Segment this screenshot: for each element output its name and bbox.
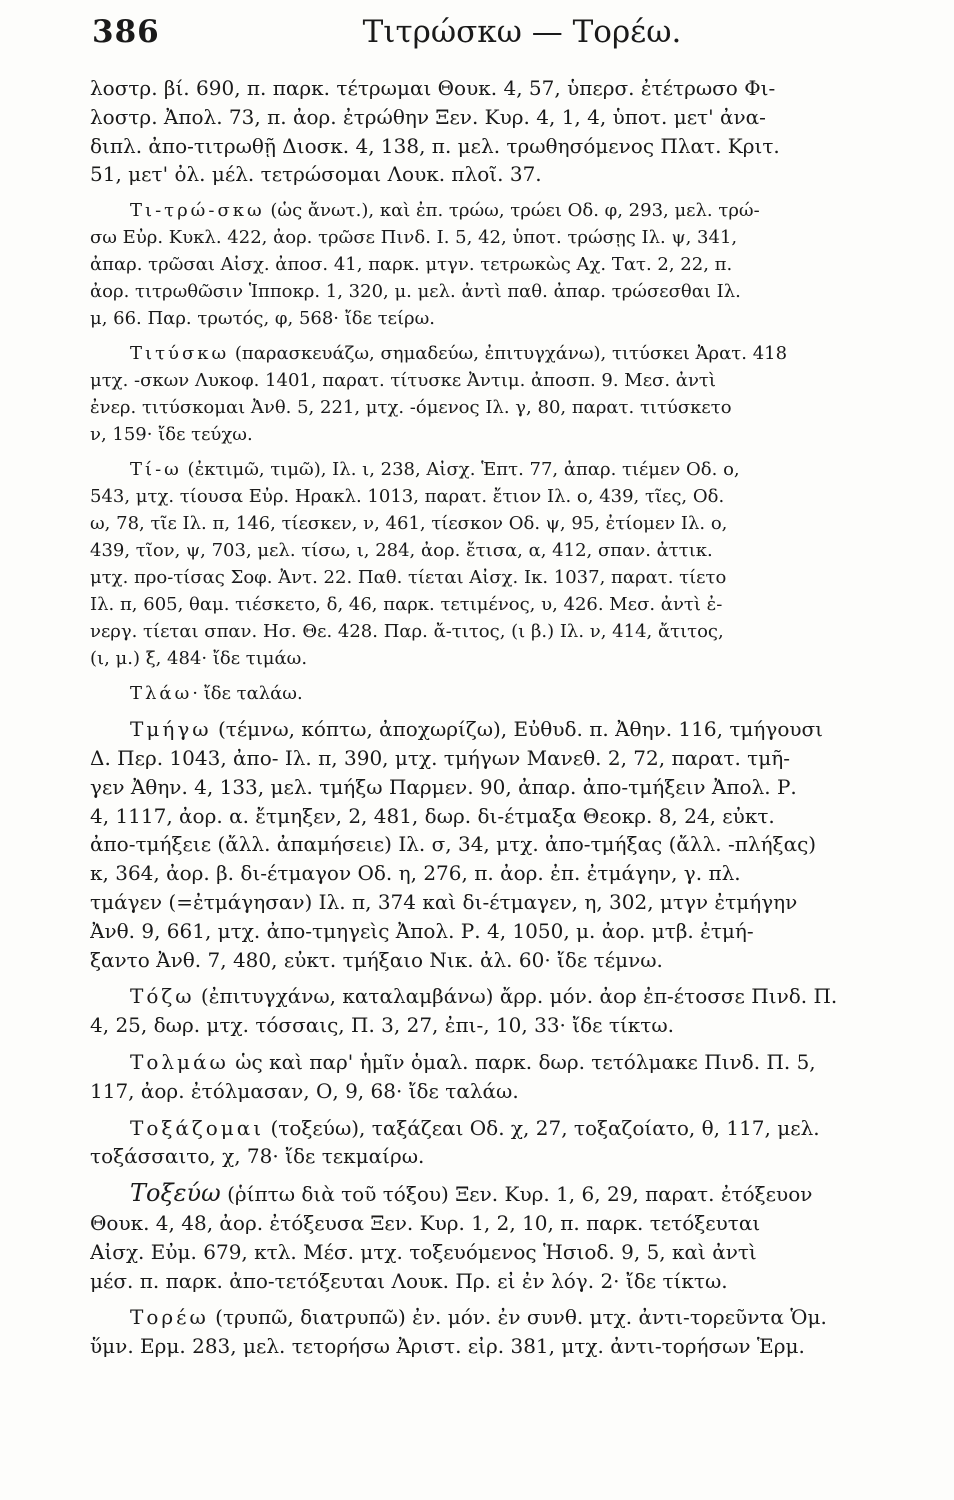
entry-first-line <box>90 680 890 707</box>
dictionary-entry <box>90 456 890 672</box>
entry-line: (παρασκευάζω, σημαδεύω, ἐπιτυγχάνω), τιτύσκει Ἀρατ. 418 <box>229 343 788 365</box>
dictionary-entry <box>90 1179 890 1295</box>
entry-lemma: Τιτύσκω <box>130 343 230 365</box>
entry-line: ἀπαρ. τρῶσαι Αἰσχ. ἀποσ. 41, παρκ. μτγν. τετρωκὼς Αχ. Τατ. 2, 22, π. <box>90 254 733 276</box>
entry-line: Θουκ. 4, 48, ἀορ. ἐτόξευσα Ξεν. Κυρ. 1, 2, 10, π. παρκ. τετόξευται <box>90 1210 761 1235</box>
entry-line: 4, 25, δωρ. μτχ. τόσσαις, Π. 3, 27, ἐπι-, 10, 33· ἴδε τίκτω. <box>90 1013 675 1038</box>
entry-lemma: Τόζω <box>130 984 195 1009</box>
entry-lemma: Τλάω <box>130 683 193 705</box>
dictionary-body <box>90 74 890 1369</box>
page-header <box>92 14 892 62</box>
entry-line: τμάγεν (=ἐτμάγησαν) Ιλ. π, 374 καὶ δι-έτμαγεν, η, 302, μτγν ἐτμήγην <box>90 889 798 914</box>
entry-line: · ἴδε ταλάω. <box>192 683 303 705</box>
dictionary-entry <box>90 197 890 332</box>
entry-first-line <box>90 1048 890 1077</box>
entry-line: μ, 66. Παρ. τρωτός, φ, 568· ἴδε τείρω. <box>90 308 436 330</box>
entry-line: 4, 1117, ἀορ. α. ἔτμηξεν, 2, 481, δωρ. δι-έτμαξα Θεοκρ. 8, 24, εὐκτ. <box>90 803 775 828</box>
entry-lemma: Τορέω <box>130 1305 209 1330</box>
dictionary-entry <box>90 1114 890 1172</box>
entry-first-line <box>90 1114 890 1143</box>
entry-line: (τρυπῶ, διατρυπῶ) ἐν. μόν. ἐν συνθ. μτχ. ἀντι-τορεῦντα Ὁμ. <box>208 1305 827 1330</box>
entry-lemma: Τοξάζομαι <box>130 1115 265 1140</box>
running-head: Τιτρώσκω — Τορέω. <box>362 14 682 50</box>
dictionary-entry <box>90 340 890 448</box>
entry-line: ὡς καὶ παρ' ἡμῖν ὁμαλ. παρκ. δωρ. τετόλμακε Πινδ. Π. 5, <box>228 1049 816 1074</box>
entry-first-line <box>90 456 890 483</box>
entry-line: λοστρ. Ἀπολ. 73, π. ἀορ. ἐτρώθην Ξεν. Κυρ. 4, 1, 4, ὑποτ. μετ' ἀνα- <box>90 104 766 129</box>
dictionary-entry <box>90 74 890 189</box>
entry-line: (ἐκτιμῶ, τιμῶ), Ιλ. ι, 238, Αἰσχ. Ἑπτ. 77, ἀπαρ. τιέμεν Οδ. ο, <box>181 459 740 481</box>
page-number: 386 <box>92 14 160 50</box>
entry-line: 51, μετ' ὀλ. μέλ. τετρώσομαι Λουκ. πλοῖ. 37. <box>90 162 542 187</box>
entry-line: σω Εὐρ. Κυκλ. 422, ἀορ. τρῶσε Πινδ. Ι. 5, 42, ὑποτ. τρώσῃς Ιλ. ψ, 341, <box>90 227 738 249</box>
entry-line: ἐνερ. τιτύσκομαι Ἀνθ. 5, 221, μτχ. -όμενος Ιλ. γ, 80, παρατ. τιτύσκετο <box>90 397 732 419</box>
entry-line: 117, ἀορ. ἐτόλμασαν, Ο, 9, 68· ἴδε ταλάω. <box>90 1078 519 1103</box>
entry-line: ν, 159· ἴδε τεύχω. <box>90 424 253 446</box>
entry-first-line <box>90 982 890 1011</box>
entry-line: (τέμνω, κόπτω, ἀποχωρίζω), Εὐθυδ. π. Ἀθην. 116, τμήγουσι <box>211 717 824 742</box>
entry-first-line <box>90 1303 890 1332</box>
entry-line: μτχ. -σκων Λυκοφ. 1401, παρατ. τίτυσκε Ἀντιμ. ἀποσπ. 9. Μεσ. ἀντὶ <box>90 370 716 392</box>
entry-first-line <box>90 1179 890 1209</box>
entry-line: λοστρ. βί. 690, π. παρκ. τέτρωμαι Θουκ. 4, 57, ὑπερσ. ἐτέτρωσο Φι- <box>90 76 776 100</box>
dictionary-entry <box>90 680 890 707</box>
entry-line: Δ. Περ. 1043, ἀπο- Ιλ. π, 390, μτχ. τμήγων Μανεθ. 2, 72, παρατ. τμῆ- <box>90 745 790 770</box>
entry-line: νεργ. τίεται σπαν. Ησ. Θε. 428. Παρ. ἄ-τιτος, (ι β.) Ιλ. ν, 414, ἄτιτος, <box>90 621 724 643</box>
entry-line: (τοξεύω), ταξάζεαι Οδ. χ, 27, τοξαζοίατο, θ, 117, μελ. <box>264 1115 820 1140</box>
entry-line: διπλ. ἀπο-τιτρωθῇ Διοσκ. 4, 138, π. μελ. τρωθησόμενος Πλατ. Κριτ. <box>90 133 780 158</box>
entry-first-line <box>90 340 890 367</box>
entry-line: (ἐπιτυγχάνω, καταλαμβάνω) ἄρρ. μόν. ἀορ ἐπ-έτοσσε Πινδ. Π. <box>194 984 838 1009</box>
entry-line: Αἰσχ. Εὐμ. 679, κτλ. Μέσ. μτχ. τοξευόμενος Ἡσιοδ. 9, 5, καὶ ἀντὶ <box>90 1239 757 1264</box>
entry-line: ἀορ. τιτρωθῶσιν Ἱπποκρ. 1, 320, μ. μελ. ἀντὶ παθ. ἀπαρ. τρώσεσθαι Ιλ. <box>90 281 741 303</box>
entry-first-line <box>90 197 890 224</box>
entry-line: μτχ. προ-τίσας Σοφ. Ἀντ. 22. Παθ. τίεται Αἰσχ. Ικ. 1037, παρατ. τίετο <box>90 567 727 589</box>
entry-line: κ, 364, ἀορ. β. δι-έτμαγον Οδ. η, 276, π. ἀορ. ἐπ. ἐτμάγην, γ. πλ. <box>90 861 741 886</box>
dictionary-entry <box>90 1303 890 1361</box>
dictionary-entry <box>90 982 890 1040</box>
entry-lemma: Τί-ω <box>130 459 182 481</box>
entry-lemma: Τι-τρώ-σκω <box>130 200 265 222</box>
entry-line: ω, 78, τῖε Ιλ. π, 146, τίεσκεν, ν, 461, τίεσκον Οδ. ψ, 95, ἐτίομεν Ιλ. ο, <box>90 513 728 535</box>
entry-line: Ἀνθ. 9, 661, μτχ. ἀπο-τμηγεὶς Ἀπολ. Ρ. 4, 1050, μ. ἀορ. μτβ. ἐτμή- <box>90 918 754 943</box>
entry-line: Ιλ. π, 605, θαμ. τιέσκετο, δ, 46, παρκ. τετιμένος, υ, 426. Μεσ. ἀντὶ ἐ- <box>90 594 723 616</box>
entry-line: 439, τῖον, ψ, 703, μελ. τίσω, ι, 284, ἀορ. ἔτισα, α, 412, σπαν. ἀττικ. <box>90 540 713 562</box>
entry-line: 543, μτχ. τίουσα Εὐρ. Ηρακλ. 1013, παρατ. ἔτιον Ιλ. ο, 439, τῖες, Οδ. <box>90 486 725 508</box>
entry-line: μέσ. π. παρκ. ἀπο-τετόξευται Λουκ. Πρ. εἰ ἐν λόγ. 2· ἴδε τίκτω. <box>90 1268 728 1293</box>
entry-line: γεν Ἀθην. 4, 133, μελ. τμήξω Παρμεν. 90, ἀπαρ. ἀπο-τμήξειν Ἀπολ. Ρ. <box>90 774 797 799</box>
entry-first-line <box>90 715 890 744</box>
entry-line: ξαντο Ἀνθ. 7, 480, εὐκτ. τμήξαιο Νικ. ἀλ. 60· ἴδε τέμνω. <box>90 947 663 972</box>
entry-line: ἀπο-τμήξειε (ἄλλ. ἀπαμήσειε) Ιλ. σ, 34, μτχ. ἀπο-τμήξας (ἄλλ. -πλήξας) <box>90 832 817 857</box>
entry-line: τοξάσσαιτο, χ, 78· ἴδε τεκμαίρω. <box>90 1144 425 1169</box>
entry-line: (ῥίπτω διὰ τοῦ τόξου) Ξεν. Κυρ. 1, 6, 29, παρατ. ἐτόξευον <box>220 1182 813 1207</box>
dictionary-entry <box>90 1048 890 1106</box>
entry-lemma: Τμήγω <box>130 717 212 742</box>
entry-line: ὕμν. Ερμ. 283, μελ. τετορήσω Ἀριστ. εἰρ. 381, μτχ. ἀντι-τορήσων Ἑρμ. <box>90 1334 805 1359</box>
entry-lemma: Τολμάω <box>130 1049 229 1074</box>
dictionary-entry <box>90 715 890 974</box>
entry-line: (ὡς ἄνωτ.), καὶ ἐπ. τρώω, τρώει Οδ. φ, 293, μελ. τρώ- <box>264 200 760 222</box>
entry-line: (ι, μ.) ξ, 484· ἴδε τιμάω. <box>90 648 308 670</box>
entry-lemma: Τοξεύω <box>130 1179 221 1208</box>
